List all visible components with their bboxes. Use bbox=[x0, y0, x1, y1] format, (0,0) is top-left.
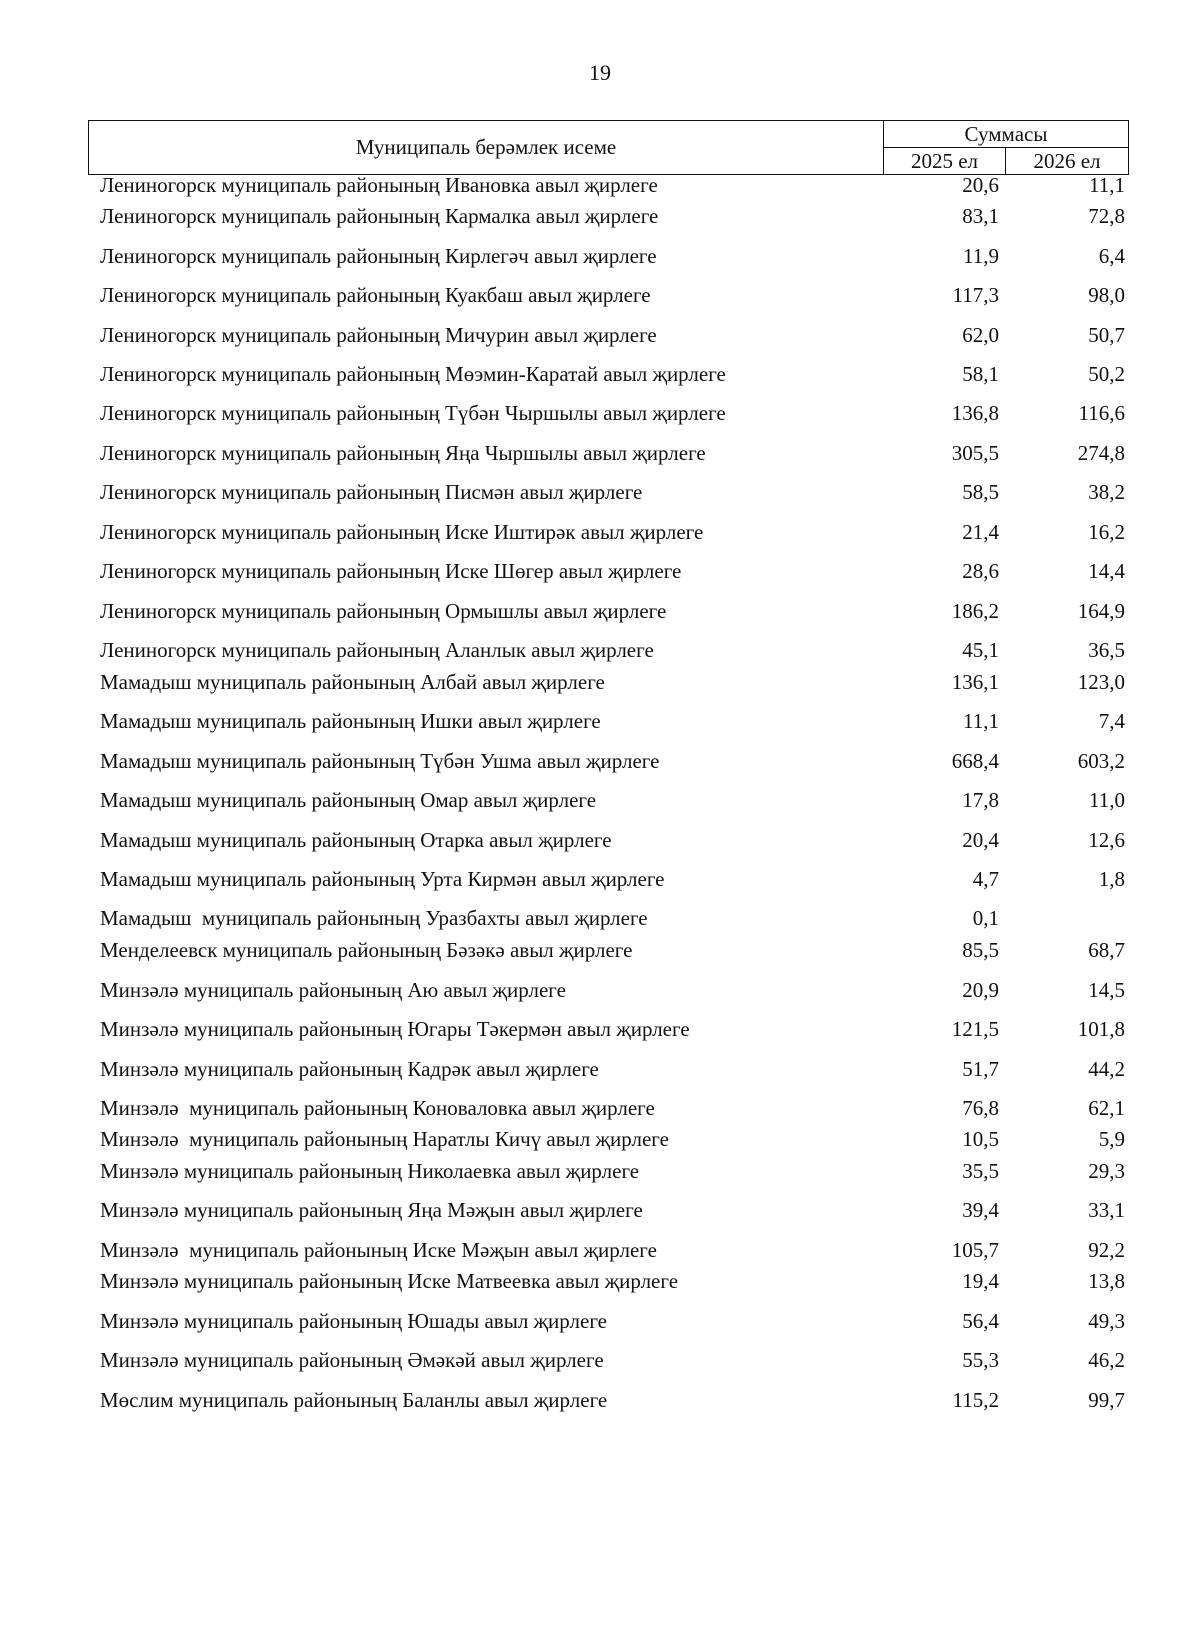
amount-2026: 12,6 bbox=[1088, 828, 1125, 852]
municipality-name: Лениногорск муниципаль районының Иске Шөгер авыл җирлеге bbox=[100, 559, 682, 583]
table-row bbox=[0, 825, 1200, 855]
amount-2025: 35,5 bbox=[962, 1159, 999, 1183]
municipality-name: Минзәлә муниципаль районының Яңа Мәҗын авыл җирлеге bbox=[100, 1198, 643, 1222]
amount-2025: 56,4 bbox=[962, 1309, 999, 1333]
amount-2025: 117,3 bbox=[952, 283, 999, 307]
municipality-name: Мамадыш муниципаль районының Урта Кирмән авыл җирлеге bbox=[100, 867, 665, 891]
municipality-name: Мамадыш муниципаль районының Омар авыл җирлеге bbox=[100, 788, 597, 812]
municipality-name: Мамадыш муниципаль районының Түбән Ушма авыл җирлеге bbox=[100, 749, 660, 773]
municipality-name: Лениногорск муниципаль районының Ормышлы авыл җирлеге bbox=[100, 599, 667, 623]
amount-2025: 39,4 bbox=[962, 1198, 999, 1222]
amount-2026: 38,2 bbox=[1088, 480, 1125, 504]
table-row bbox=[0, 201, 1200, 231]
amount-2025: 76,8 bbox=[962, 1096, 999, 1120]
amount-2026: 50,7 bbox=[1088, 323, 1125, 347]
amount-2026: 98,0 bbox=[1088, 283, 1125, 307]
municipality-name: Мөслим муниципаль районының Баланлы авыл җирлеге bbox=[100, 1388, 608, 1412]
municipality-name: Мамадыш муниципаль районының Албай авыл җирлеге bbox=[100, 670, 605, 694]
header-year-2025: 2025 ел bbox=[884, 148, 1006, 174]
amount-2026: 164,9 bbox=[1077, 599, 1125, 623]
municipality-name: Лениногорск муниципаль районының Писмән авыл җирлеге bbox=[100, 480, 643, 504]
amount-2026: 14,4 bbox=[1088, 559, 1125, 583]
table-row bbox=[0, 517, 1200, 547]
municipality-name: Мамадыш муниципаль районының Уразбахты авыл җирлеге bbox=[100, 906, 648, 930]
header-name-column: Муниципаль берәмлек исеме bbox=[89, 121, 884, 174]
amount-2025: 58,1 bbox=[962, 362, 999, 386]
amount-2025: 115,2 bbox=[952, 1388, 999, 1412]
municipality-name: Мамадыш муниципаль районының Ишки авыл җирлеге bbox=[100, 709, 601, 733]
table-row bbox=[0, 438, 1200, 468]
table-row bbox=[0, 596, 1200, 626]
header-sum-column: Суммасы bbox=[884, 121, 1128, 148]
municipality-name: Лениногорск муниципаль районының Иске Иштирәк авыл җирлеге bbox=[100, 520, 704, 544]
table-row bbox=[0, 903, 1200, 933]
municipality-name: Минзәлә муниципаль районының Иске Мәҗын авыл җирлеге bbox=[100, 1238, 657, 1262]
amount-2025: 85,5 bbox=[962, 938, 999, 962]
municipality-name: Лениногорск муниципаль районының Мичурин авыл җирлеге bbox=[100, 323, 657, 347]
amount-2026: 123,0 bbox=[1077, 670, 1125, 694]
municipality-name: Лениногорск муниципаль районының Кармалка авыл җирлеге bbox=[100, 204, 659, 228]
table-row bbox=[0, 1345, 1200, 1375]
table-row bbox=[0, 1093, 1200, 1123]
table-row bbox=[0, 1235, 1200, 1265]
municipality-name: Лениногорск муниципаль районының Куакбаш авыл җирлеге bbox=[100, 283, 651, 307]
municipality-name: Лениногорск муниципаль районының Түбән Чыршылы авыл җирлеге bbox=[100, 401, 726, 425]
table-row bbox=[0, 1306, 1200, 1336]
amount-2025: 11,9 bbox=[963, 244, 999, 268]
amount-2025: 19,4 bbox=[962, 1269, 999, 1293]
table-row bbox=[0, 280, 1200, 310]
table-row bbox=[0, 1195, 1200, 1225]
municipality-name: Лениногорск муниципаль районының Аланлык авыл җирлеге bbox=[100, 638, 654, 662]
amount-2026: 29,3 bbox=[1088, 1159, 1125, 1183]
municipality-name: Минзәлә муниципаль районының Наратлы Кичү авыл җирлеге bbox=[100, 1127, 669, 1151]
amount-2025: 55,3 bbox=[962, 1348, 999, 1372]
table-row bbox=[0, 398, 1200, 428]
table-row bbox=[0, 477, 1200, 507]
table-row bbox=[0, 785, 1200, 815]
amount-2026: 62,1 bbox=[1088, 1096, 1125, 1120]
municipality-name: Минзәлә муниципаль районының Кадрәк авыл җирлеге bbox=[100, 1057, 599, 1081]
amount-2026: 603,2 bbox=[1077, 749, 1125, 773]
amount-2026: 5,9 bbox=[1098, 1127, 1125, 1151]
municipality-name: Лениногорск муниципаль районының Мөэмин-Каратай авыл җирлеге bbox=[100, 362, 726, 386]
amount-2026: 72,8 bbox=[1088, 204, 1125, 228]
amount-2025: 62,0 bbox=[962, 323, 999, 347]
municipality-name: Минзәлә муниципаль районының Иске Матвеевка авыл җирлеге bbox=[100, 1269, 679, 1293]
municipality-name: Мамадыш муниципаль районының Отарка авыл җирлеге bbox=[100, 828, 612, 852]
municipality-name: Лениногорск муниципаль районының Ивановка авыл җирлеге bbox=[100, 173, 658, 197]
table-row bbox=[0, 1054, 1200, 1084]
amount-2025: 136,1 bbox=[951, 670, 999, 694]
municipality-name: Лениногорск муниципаль районының Яңа Чыршылы авыл җирлеге bbox=[100, 441, 706, 465]
amount-2026: 68,7 bbox=[1088, 938, 1125, 962]
table-row bbox=[0, 975, 1200, 1005]
amount-2025: 17,8 bbox=[962, 788, 999, 812]
amount-2025: 186,2 bbox=[951, 599, 999, 623]
municipality-name: Минзәлә муниципаль районының Югары Тәкермән авыл җирлеге bbox=[100, 1017, 690, 1041]
table-row bbox=[0, 635, 1200, 665]
amount-2025: 668,4 bbox=[951, 749, 999, 773]
amount-2025: 20,9 bbox=[962, 978, 999, 1002]
table-row bbox=[0, 241, 1200, 271]
amount-2025: 28,6 bbox=[962, 559, 999, 583]
amount-2025: 45,1 bbox=[962, 638, 999, 662]
amount-2025: 11,1 bbox=[963, 709, 999, 733]
municipality-name: Минзәлә муниципаль районының Коноваловка авыл җирлеге bbox=[100, 1096, 655, 1120]
table-row bbox=[0, 320, 1200, 350]
page-number: 19 bbox=[589, 60, 611, 85]
amount-2026: 33,1 bbox=[1088, 1198, 1125, 1222]
amount-2025: 83,1 bbox=[962, 204, 999, 228]
table-row bbox=[0, 935, 1200, 965]
amount-2025: 305,5 bbox=[951, 441, 999, 465]
table-row bbox=[0, 359, 1200, 389]
table-row bbox=[0, 1156, 1200, 1186]
amount-2025: 10,5 bbox=[962, 1127, 999, 1151]
municipality-name: Минзәлә муниципаль районының Аю авыл җирлеге bbox=[100, 978, 566, 1002]
amount-2026: 11,1 bbox=[1089, 173, 1125, 197]
amount-2025: 51,7 bbox=[962, 1057, 999, 1081]
amount-2026: 44,2 bbox=[1088, 1057, 1125, 1081]
amount-2025: 20,6 bbox=[962, 173, 999, 197]
table-row bbox=[0, 170, 1200, 200]
amount-2025: 21,4 bbox=[962, 520, 999, 544]
table-row bbox=[0, 1124, 1200, 1154]
amount-2026: 274,8 bbox=[1077, 441, 1125, 465]
municipality-name: Минзәлә муниципаль районының Николаевка авыл җирлеге bbox=[100, 1159, 640, 1183]
amount-2026: 36,5 bbox=[1088, 638, 1125, 662]
amount-2026: 6,4 bbox=[1098, 244, 1125, 268]
amount-2026: 46,2 bbox=[1088, 1348, 1125, 1372]
table-row bbox=[0, 1385, 1200, 1415]
amount-2026: 116,6 bbox=[1078, 401, 1125, 425]
table-row bbox=[0, 1266, 1200, 1296]
amount-2026: 14,5 bbox=[1088, 978, 1125, 1002]
amount-2026: 50,2 bbox=[1088, 362, 1125, 386]
amount-2026: 16,2 bbox=[1088, 520, 1125, 544]
amount-2026: 1,8 bbox=[1098, 867, 1125, 891]
amount-2025: 121,5 bbox=[951, 1017, 999, 1041]
amount-2025: 58,5 bbox=[962, 480, 999, 504]
municipality-name: Лениногорск муниципаль районының Кирлегәч авыл җирлеге bbox=[100, 244, 657, 268]
amount-2026: 13,8 bbox=[1088, 1269, 1125, 1293]
amount-2025: 105,7 bbox=[951, 1238, 999, 1262]
table-row bbox=[0, 706, 1200, 736]
table-row bbox=[0, 556, 1200, 586]
municipality-name: Минзәлә муниципаль районының Юшады авыл җирлеге bbox=[100, 1309, 607, 1333]
table-row bbox=[0, 667, 1200, 697]
amount-2025: 4,7 bbox=[972, 867, 999, 891]
table-row bbox=[0, 1014, 1200, 1044]
amount-2026: 101,8 bbox=[1077, 1017, 1125, 1041]
header-year-2026: 2026 ел bbox=[1033, 149, 1101, 173]
amount-2026: 7,4 bbox=[1098, 709, 1125, 733]
amount-2025: 0,1 bbox=[972, 906, 999, 930]
table-row bbox=[0, 746, 1200, 776]
municipality-name: Менделеевск муниципаль районының Бәзәкә авыл җирлеге bbox=[100, 938, 633, 962]
amount-2026: 99,7 bbox=[1088, 1388, 1125, 1412]
amount-2026: 92,2 bbox=[1088, 1238, 1125, 1262]
municipality-name: Минзәлә муниципаль районының Әмәкәй авыл җирлеге bbox=[100, 1348, 604, 1372]
amount-2025: 20,4 bbox=[962, 828, 999, 852]
table-row bbox=[0, 864, 1200, 894]
amount-2025: 136,8 bbox=[951, 401, 999, 425]
amount-2026: 49,3 bbox=[1088, 1309, 1125, 1333]
amount-2026: 11,0 bbox=[1089, 788, 1125, 812]
